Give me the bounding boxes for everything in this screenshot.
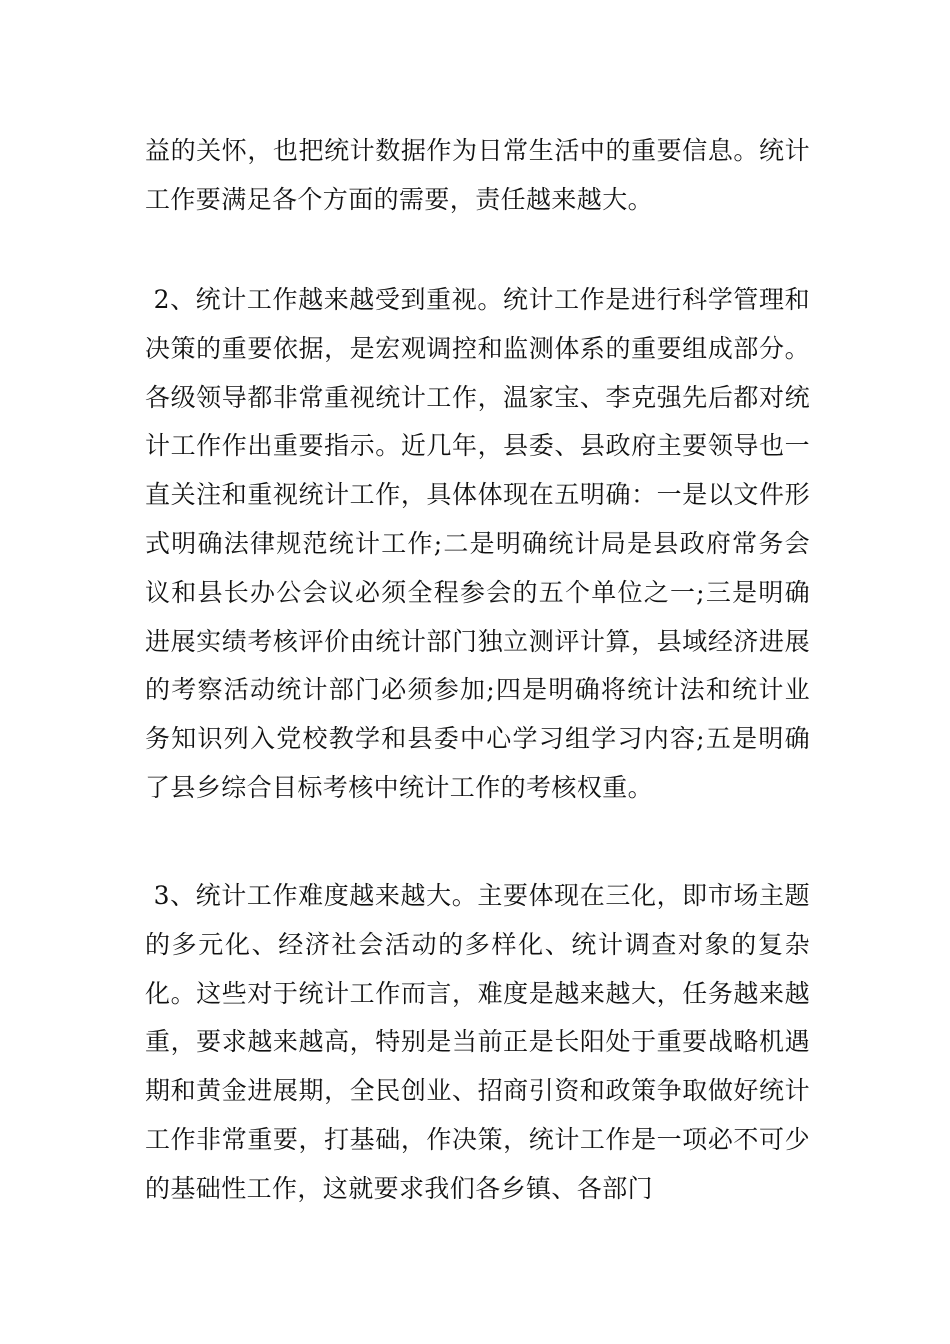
paragraph-item-3: 3、统计工作难度越来越大。主要体现在三化，即市场主题的多元化、经济社会活动的多样化、统计调查对象的复杂化。这些对于统计工作而言，难度是越来越大，任务越来越重，要求越来越高，特别是当前正是长阳处于重要战略机遇期和黄金进展期，全民创业、招商引资和政策争取做好统计工作非常重要，打基础，作决策，统计工作是一项必不可少的基础性工作，这就要求我们各乡镇、各部门 [145, 881, 810, 1203]
paragraph-item-2: 2、统计工作越来越受到重视。统计工作是进行科学管理和决策的重要依据，是宏观调控和监测体系的重要组成部分。各级领导都非常重视统计工作，温家宝、李克强先后都对统计工作作出重要指示。近几年，县委、县政府主要领导也一直关注和重视统计工作，具体体现在五明确：一是以文件形式明确法律规范统计工作;二是明确统计局是县政府常务会议和县长办公会议必须全程参会的五个单位之一;三是明确进展实绩考核评价由统计部门独立测评计算，县域经济进展的考察活动统计部门必须参加;四是明确将统计法和统计业务知识列入党校教学和县委中心学习组学习内容;五是明确了县乡综合目标考核中统计工作的考核权重。 [145, 285, 810, 802]
paragraph-continuation: 益的关怀，也把统计数据作为日常生活中的重要信息。统计工作要满足各个方面的需要，责任越来越大。 [145, 136, 810, 214]
